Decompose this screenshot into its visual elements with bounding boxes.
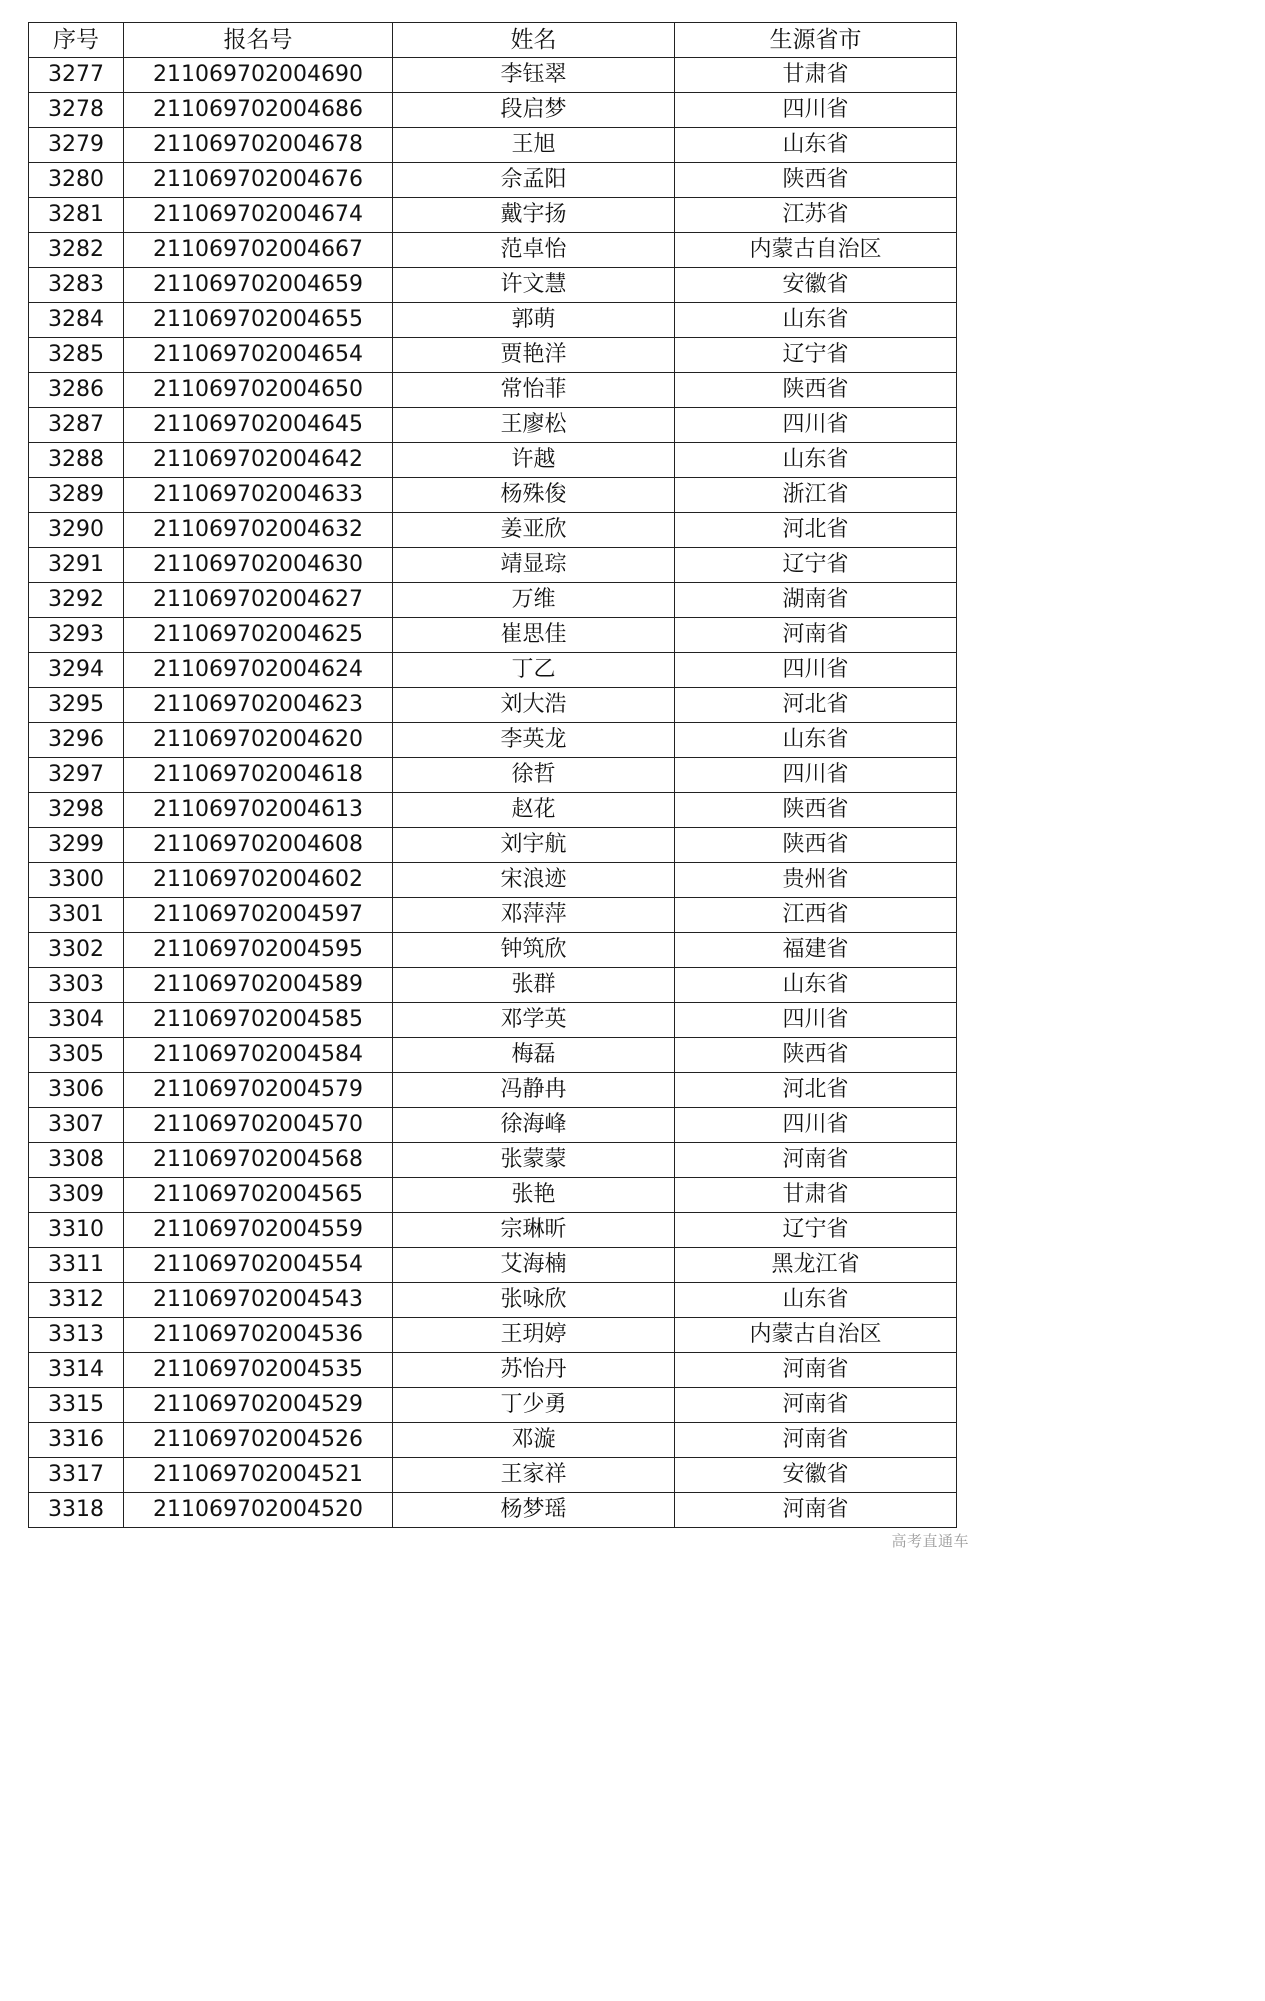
cell-name: 张蒙蒙 — [393, 1143, 675, 1178]
cell-registration-number: 211069702004568 — [124, 1143, 393, 1178]
cell-origin-province: 四川省 — [675, 653, 957, 688]
cell-origin-province: 河南省 — [675, 1388, 957, 1423]
cell-serial-number: 3297 — [29, 758, 124, 793]
table-row — [29, 1353, 957, 1388]
cell-serial-number: 3302 — [29, 933, 124, 968]
cell-origin-province: 湖南省 — [675, 583, 957, 618]
cell-origin-province: 山东省 — [675, 303, 957, 338]
table-row — [29, 1108, 957, 1143]
cell-serial-number: 3288 — [29, 443, 124, 478]
table-row — [29, 93, 957, 128]
cell-registration-number: 211069702004678 — [124, 128, 393, 163]
table-row — [29, 58, 957, 93]
cell-origin-province: 四川省 — [675, 1003, 957, 1038]
cell-origin-province: 陕西省 — [675, 163, 957, 198]
cell-origin-province: 山东省 — [675, 443, 957, 478]
table-row — [29, 1458, 957, 1493]
cell-name: 杨殊俊 — [393, 478, 675, 513]
cell-origin-province: 江西省 — [675, 898, 957, 933]
table-row — [29, 968, 957, 1003]
cell-serial-number: 3305 — [29, 1038, 124, 1073]
cell-name: 张群 — [393, 968, 675, 1003]
table-row — [29, 1423, 957, 1458]
cell-registration-number: 211069702004520 — [124, 1493, 393, 1528]
watermark-logo-text: 高考直通车 — [891, 1532, 969, 1550]
cell-serial-number: 3277 — [29, 58, 124, 93]
table-row — [29, 933, 957, 968]
cell-serial-number: 3278 — [29, 93, 124, 128]
cell-serial-number: 3318 — [29, 1493, 124, 1528]
cell-serial-number: 3283 — [29, 268, 124, 303]
cell-origin-province: 安徽省 — [675, 268, 957, 303]
table-row — [29, 1248, 957, 1283]
table-row — [29, 688, 957, 723]
table-row — [29, 1283, 957, 1318]
cell-name: 许文慧 — [393, 268, 675, 303]
table-row — [29, 128, 957, 163]
cell-registration-number: 211069702004632 — [124, 513, 393, 548]
table-row — [29, 828, 957, 863]
cell-serial-number: 3304 — [29, 1003, 124, 1038]
cell-registration-number: 211069702004624 — [124, 653, 393, 688]
cell-origin-province: 辽宁省 — [675, 1213, 957, 1248]
cell-name: 冯静冉 — [393, 1073, 675, 1108]
cell-serial-number: 3285 — [29, 338, 124, 373]
cell-serial-number: 3307 — [29, 1108, 124, 1143]
cell-name: 赵花 — [393, 793, 675, 828]
cell-origin-province: 山东省 — [675, 128, 957, 163]
cell-registration-number: 211069702004559 — [124, 1213, 393, 1248]
cell-registration-number: 211069702004642 — [124, 443, 393, 478]
table-row — [29, 863, 957, 898]
cell-serial-number: 3311 — [29, 1248, 124, 1283]
table-row — [29, 898, 957, 933]
table-header-row — [29, 23, 957, 58]
cell-registration-number: 211069702004650 — [124, 373, 393, 408]
cell-name: 常怡菲 — [393, 373, 675, 408]
table-row — [29, 618, 957, 653]
cell-serial-number: 3315 — [29, 1388, 124, 1423]
table-row — [29, 303, 957, 338]
cell-serial-number: 3316 — [29, 1423, 124, 1458]
cell-origin-province: 内蒙古自治区 — [675, 233, 957, 268]
table-row — [29, 793, 957, 828]
cell-origin-province: 河南省 — [675, 618, 957, 653]
cell-origin-province: 河南省 — [675, 1353, 957, 1388]
table-row — [29, 1143, 957, 1178]
cell-serial-number: 3296 — [29, 723, 124, 758]
cell-name: 万维 — [393, 583, 675, 618]
cell-origin-province: 福建省 — [675, 933, 957, 968]
cell-origin-province: 河南省 — [675, 1143, 957, 1178]
cell-registration-number: 211069702004659 — [124, 268, 393, 303]
cell-registration-number: 211069702004630 — [124, 548, 393, 583]
cell-origin-province: 河北省 — [675, 1073, 957, 1108]
cell-origin-province: 四川省 — [675, 408, 957, 443]
table-row — [29, 1003, 957, 1038]
cell-registration-number: 211069702004535 — [124, 1353, 393, 1388]
cell-origin-province: 陕西省 — [675, 828, 957, 863]
cell-origin-province: 陕西省 — [675, 1038, 957, 1073]
cell-registration-number: 211069702004627 — [124, 583, 393, 618]
cell-serial-number: 3295 — [29, 688, 124, 723]
table-row — [29, 1388, 957, 1423]
cell-registration-number: 211069702004655 — [124, 303, 393, 338]
cell-name: 邓萍萍 — [393, 898, 675, 933]
cell-origin-province: 辽宁省 — [675, 338, 957, 373]
table-row — [29, 373, 957, 408]
cell-origin-province: 安徽省 — [675, 1458, 957, 1493]
cell-name: 邓漩 — [393, 1423, 675, 1458]
table-row — [29, 268, 957, 303]
cell-registration-number: 211069702004521 — [124, 1458, 393, 1493]
cell-serial-number: 3317 — [29, 1458, 124, 1493]
cell-registration-number: 211069702004613 — [124, 793, 393, 828]
table-row — [29, 408, 957, 443]
cell-serial-number: 3312 — [29, 1283, 124, 1318]
table-row — [29, 443, 957, 478]
cell-registration-number: 211069702004667 — [124, 233, 393, 268]
cell-serial-number: 3299 — [29, 828, 124, 863]
cell-origin-province: 山东省 — [675, 723, 957, 758]
cell-serial-number: 3284 — [29, 303, 124, 338]
cell-serial-number: 3298 — [29, 793, 124, 828]
cell-name: 李英龙 — [393, 723, 675, 758]
cell-name: 戴宇扬 — [393, 198, 675, 233]
cell-origin-province: 内蒙古自治区 — [675, 1318, 957, 1353]
header-origin-province: 生源省市 — [675, 23, 957, 58]
cell-origin-province: 贵州省 — [675, 863, 957, 898]
cell-serial-number: 3281 — [29, 198, 124, 233]
table-row — [29, 1038, 957, 1073]
cell-serial-number: 3300 — [29, 863, 124, 898]
cell-origin-province: 四川省 — [675, 758, 957, 793]
cell-name: 段启梦 — [393, 93, 675, 128]
cell-name: 王玥婷 — [393, 1318, 675, 1353]
cell-name: 郭萌 — [393, 303, 675, 338]
cell-name: 丁少勇 — [393, 1388, 675, 1423]
cell-origin-province: 河南省 — [675, 1423, 957, 1458]
cell-registration-number: 211069702004595 — [124, 933, 393, 968]
cell-registration-number: 211069702004585 — [124, 1003, 393, 1038]
cell-origin-province: 河北省 — [675, 688, 957, 723]
cell-registration-number: 211069702004674 — [124, 198, 393, 233]
cell-name: 徐哲 — [393, 758, 675, 793]
cell-name: 王廖松 — [393, 408, 675, 443]
table-row — [29, 1073, 957, 1108]
cell-serial-number: 3287 — [29, 408, 124, 443]
cell-origin-province: 四川省 — [675, 93, 957, 128]
cell-registration-number: 211069702004570 — [124, 1108, 393, 1143]
cell-origin-province: 甘肃省 — [675, 58, 957, 93]
cell-origin-province: 陕西省 — [675, 793, 957, 828]
cell-registration-number: 211069702004602 — [124, 863, 393, 898]
cell-origin-province: 江苏省 — [675, 198, 957, 233]
cell-registration-number: 211069702004654 — [124, 338, 393, 373]
cell-name: 姜亚欣 — [393, 513, 675, 548]
cell-registration-number: 211069702004623 — [124, 688, 393, 723]
cell-serial-number: 3294 — [29, 653, 124, 688]
cell-registration-number: 211069702004529 — [124, 1388, 393, 1423]
cell-registration-number: 211069702004608 — [124, 828, 393, 863]
table-row — [29, 653, 957, 688]
cell-origin-province: 山东省 — [675, 968, 957, 1003]
table-row — [29, 478, 957, 513]
cell-name: 邓学英 — [393, 1003, 675, 1038]
table-row — [29, 583, 957, 618]
cell-serial-number: 3291 — [29, 548, 124, 583]
cell-serial-number: 3279 — [29, 128, 124, 163]
cell-name: 宋浪迹 — [393, 863, 675, 898]
admission-list — [28, 22, 956, 1528]
cell-origin-province: 河南省 — [675, 1493, 957, 1528]
cell-serial-number: 3292 — [29, 583, 124, 618]
cell-registration-number: 211069702004618 — [124, 758, 393, 793]
header-registration-number: 报名号 — [124, 23, 393, 58]
table-row — [29, 1493, 957, 1528]
cell-serial-number: 3308 — [29, 1143, 124, 1178]
cell-name: 梅磊 — [393, 1038, 675, 1073]
cell-registration-number: 211069702004625 — [124, 618, 393, 653]
cell-serial-number: 3282 — [29, 233, 124, 268]
cell-name: 佘孟阳 — [393, 163, 675, 198]
cell-name: 范卓怡 — [393, 233, 675, 268]
table-row — [29, 513, 957, 548]
cell-name: 刘宇航 — [393, 828, 675, 863]
cell-serial-number: 3301 — [29, 898, 124, 933]
cell-name: 徐海峰 — [393, 1108, 675, 1143]
cell-registration-number: 211069702004584 — [124, 1038, 393, 1073]
cell-registration-number: 211069702004536 — [124, 1318, 393, 1353]
cell-serial-number: 3290 — [29, 513, 124, 548]
cell-origin-province: 河北省 — [675, 513, 957, 548]
header-serial-number: 序号 — [29, 23, 124, 58]
table-row — [29, 723, 957, 758]
cell-registration-number: 211069702004526 — [124, 1423, 393, 1458]
cell-registration-number: 211069702004686 — [124, 93, 393, 128]
cell-serial-number: 3303 — [29, 968, 124, 1003]
cell-name: 靖显琮 — [393, 548, 675, 583]
cell-registration-number: 211069702004554 — [124, 1248, 393, 1283]
cell-serial-number: 3310 — [29, 1213, 124, 1248]
cell-registration-number: 211069702004589 — [124, 968, 393, 1003]
student-table — [28, 22, 957, 1528]
cell-registration-number: 211069702004565 — [124, 1178, 393, 1213]
cell-serial-number: 3289 — [29, 478, 124, 513]
cell-origin-province: 陕西省 — [675, 373, 957, 408]
cell-name: 宗琳昕 — [393, 1213, 675, 1248]
cell-name: 崔思佳 — [393, 618, 675, 653]
cell-name: 张艳 — [393, 1178, 675, 1213]
cell-origin-province: 辽宁省 — [675, 548, 957, 583]
table-row — [29, 1178, 957, 1213]
cell-serial-number: 3286 — [29, 373, 124, 408]
cell-serial-number: 3313 — [29, 1318, 124, 1353]
table-row — [29, 338, 957, 373]
cell-name: 李钰翠 — [393, 58, 675, 93]
cell-serial-number: 3280 — [29, 163, 124, 198]
header-name: 姓名 — [393, 23, 675, 58]
cell-registration-number: 211069702004543 — [124, 1283, 393, 1318]
cell-registration-number: 211069702004645 — [124, 408, 393, 443]
table-row — [29, 758, 957, 793]
cell-registration-number: 211069702004597 — [124, 898, 393, 933]
table-row — [29, 1318, 957, 1353]
table-row — [29, 548, 957, 583]
table-row — [29, 198, 957, 233]
cell-origin-province: 黑龙江省 — [675, 1248, 957, 1283]
cell-name: 许越 — [393, 443, 675, 478]
cell-name: 艾海楠 — [393, 1248, 675, 1283]
cell-name: 杨梦瑶 — [393, 1493, 675, 1528]
table-row — [29, 163, 957, 198]
cell-origin-province: 浙江省 — [675, 478, 957, 513]
cell-registration-number: 211069702004633 — [124, 478, 393, 513]
cell-origin-province: 四川省 — [675, 1108, 957, 1143]
cell-serial-number: 3306 — [29, 1073, 124, 1108]
cell-origin-province: 山东省 — [675, 1283, 957, 1318]
cell-name: 张咏欣 — [393, 1283, 675, 1318]
cell-serial-number: 3314 — [29, 1353, 124, 1388]
cell-registration-number: 211069702004620 — [124, 723, 393, 758]
cell-registration-number: 211069702004690 — [124, 58, 393, 93]
cell-registration-number: 211069702004676 — [124, 163, 393, 198]
cell-serial-number: 3309 — [29, 1178, 124, 1213]
cell-registration-number: 211069702004579 — [124, 1073, 393, 1108]
table-row — [29, 233, 957, 268]
cell-name: 王家祥 — [393, 1458, 675, 1493]
cell-name: 贾艳洋 — [393, 338, 675, 373]
table-body — [29, 58, 957, 1528]
cell-name: 王旭 — [393, 128, 675, 163]
cell-serial-number: 3293 — [29, 618, 124, 653]
cell-name: 丁乙 — [393, 653, 675, 688]
cell-name: 苏怡丹 — [393, 1353, 675, 1388]
cell-name: 刘大浩 — [393, 688, 675, 723]
table-row — [29, 1213, 957, 1248]
cell-origin-province: 甘肃省 — [675, 1178, 957, 1213]
cell-name: 钟筑欣 — [393, 933, 675, 968]
